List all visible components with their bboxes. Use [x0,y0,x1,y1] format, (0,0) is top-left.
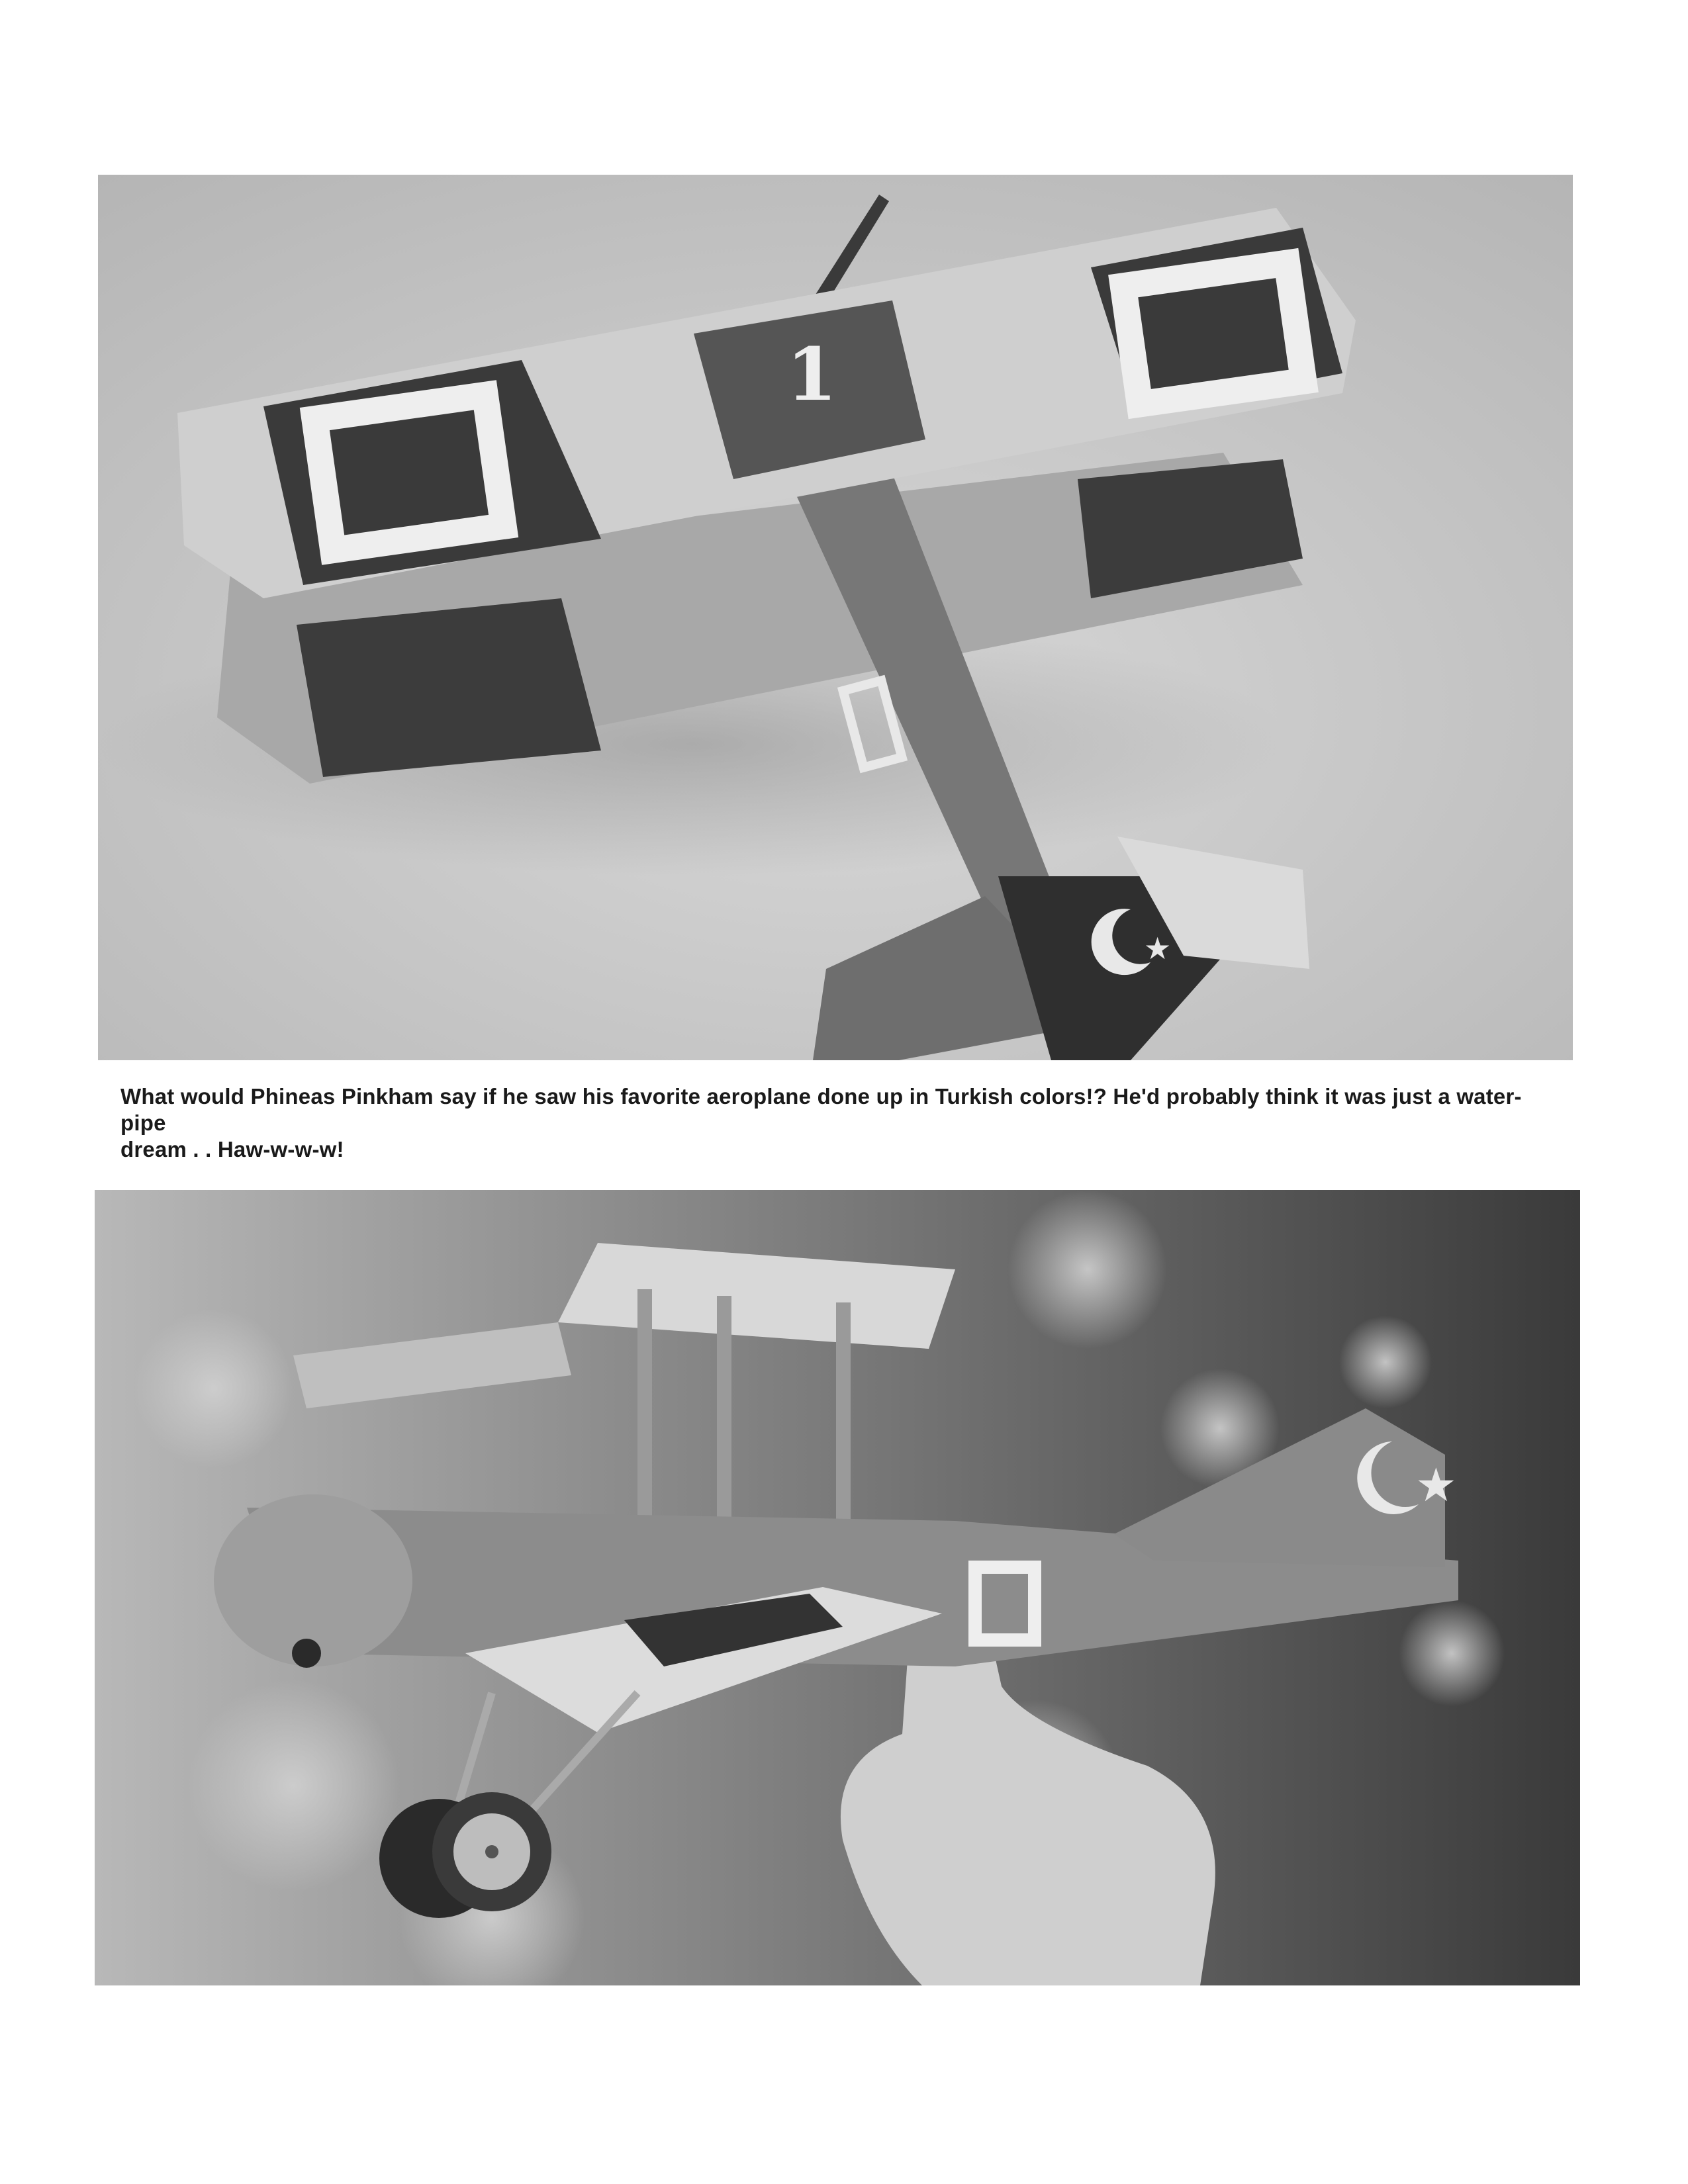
star-icon: ★ [1415,1458,1457,1512]
biplane-top-view-illustration [98,175,1573,1060]
caption-line-1: What would Phineas Pinkham say if he saw his favorite aeroplane done up in Turkish colors!? He'd probably think it was just a water-pipe [120,1084,1522,1135]
star-icon: ★ [1144,931,1172,966]
aircraft-number: 1 [786,332,837,417]
top-photo [98,175,1573,1060]
bottom-photo [95,1190,1580,1985]
caption-line-2: dream . . Haw-w-w-w! [120,1137,344,1161]
photo-caption [120,1083,1564,1163]
biplane-in-hand-illustration [95,1190,1580,1985]
